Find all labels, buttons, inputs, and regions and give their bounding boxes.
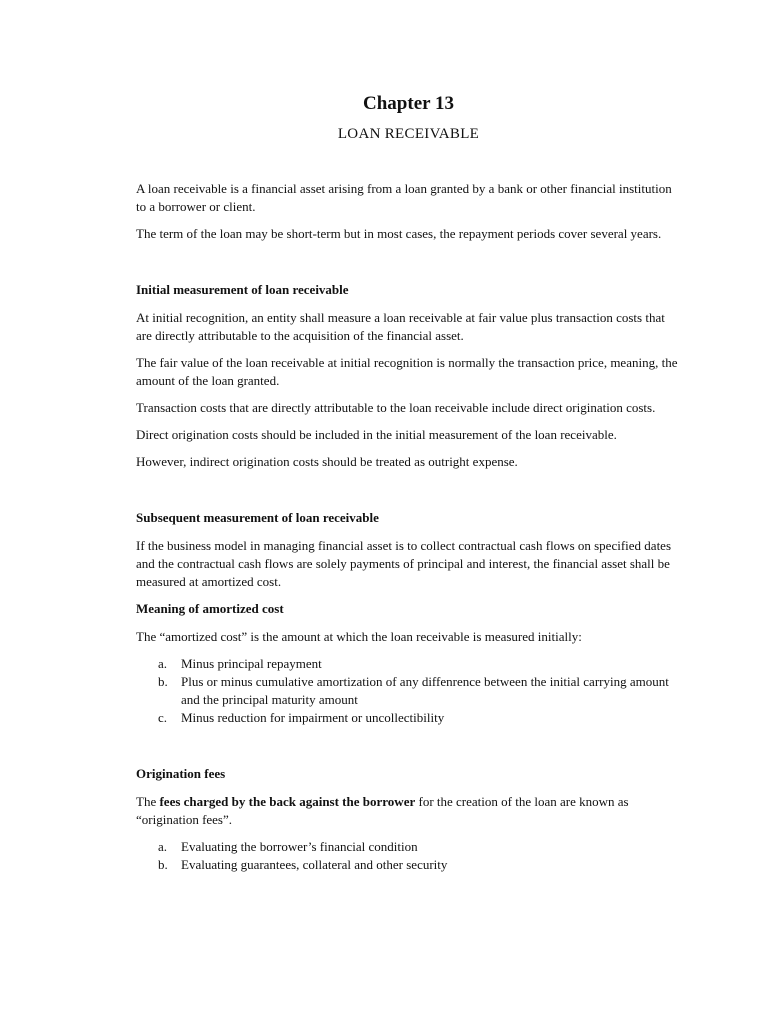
section-heading-amortized: Meaning of amortized cost [136,601,284,616]
list-item [136,673,681,709]
subsequent-paragraph: If the business model in managing financial asset is to collect contractual cash flows on specified dates and the contractual cash flows are solely payments of principal and interest, the financial asset shall be measured at amortized cost. [136,538,672,589]
initial-paragraph: Direct origination costs should be included in the initial measurement of the loan receivable. [136,427,617,442]
origination-text: The [136,794,160,809]
list-marker: b. [158,674,168,689]
intro-paragraph: The term of the loan may be short-term but in most cases, the repayment periods cover several years. [136,226,662,241]
amortized-paragraph: The “amortized cost” is the amount at which the loan receivable is measured initially: [136,629,582,644]
origination-text: for the creation of the loan are known as “origination fees”. [136,794,629,827]
list-item-text: Evaluating the borrower’s financial condition [181,839,418,854]
initial-paragraph: Transaction costs that are directly attributable to the loan receivable include direct origination costs. [136,400,656,415]
origination-list [136,838,681,874]
section-heading-subsequent: Subsequent measurement of loan receivable [136,510,379,525]
list-item-text: Evaluating guarantees, collateral and other security [181,857,448,872]
list-marker: b. [158,857,168,872]
list-item-text: Minus principal repayment [181,656,322,671]
list-item [136,856,681,874]
page-content [136,92,681,883]
origination-bold-text: fees charged by the back against the borrower [159,794,416,809]
amortized-list [136,655,681,727]
list-marker: a. [158,839,168,854]
initial-paragraph: However, indirect origination costs should be treated as outright expense. [136,454,518,469]
list-item-text: Plus or minus cumulative amortization of any diffenrence between the initial carrying amount and the principal maturity amount [181,674,669,707]
section-heading-initial: Initial measurement of loan receivable [136,282,349,297]
list-item-text: Minus reduction for impairment or uncollectibility [181,710,445,725]
chapter-subtitle: LOAN RECEIVABLE [337,126,480,142]
chapter-title: Chapter 13 [363,93,454,114]
initial-paragraph: The fair value of the loan receivable at initial recognition is normally the transaction price, meaning, the amount of the loan granted. [136,355,678,388]
section-heading-origination: Origination fees [136,766,226,781]
list-item [136,655,681,673]
list-marker: c. [158,710,168,725]
intro-paragraph: A loan receivable is a financial asset arising from a loan granted by a bank or other financial institution to a borrower or client. [136,181,672,214]
list-marker: a. [158,656,168,671]
origination-paragraph [136,793,681,829]
list-item [136,838,681,856]
list-item [136,709,681,727]
initial-paragraph: At initial recognition, an entity shall measure a loan receivable at fair value plus transaction costs that are directly attributable to the acquisition of the financial asset. [136,310,665,343]
